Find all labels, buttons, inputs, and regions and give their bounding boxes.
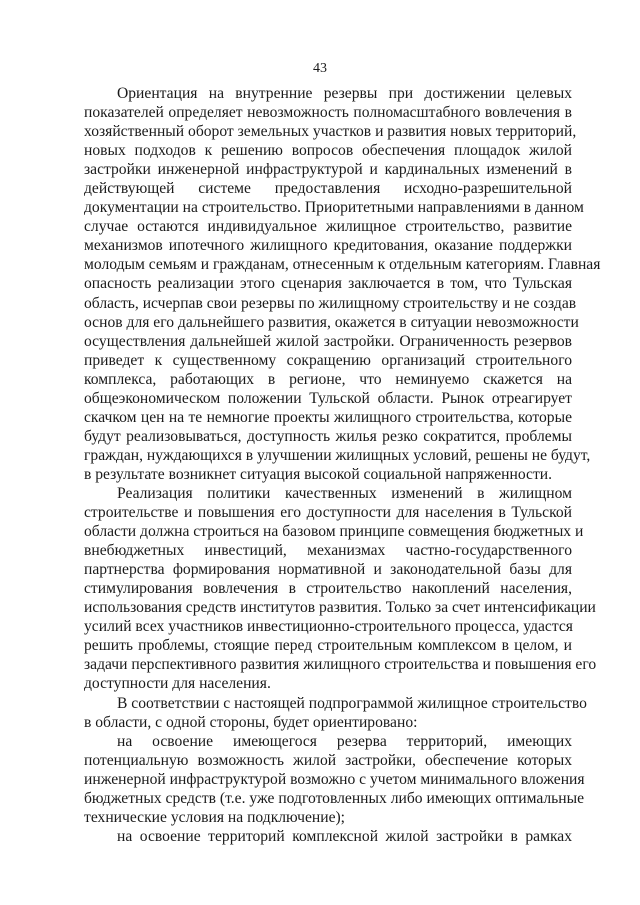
text-line: документации на строительство. Приоритетными направлениями в данном — [84, 199, 584, 217]
paragraph-2 — [84, 484, 597, 694]
text-line: в результате возникнет ситуация высокой социальной напряженности. — [84, 465, 553, 483]
text-line: стимулирования вовлечения в строительство накоплений населения, — [84, 580, 572, 598]
text-line: В соответствии с настоящей подпрограммой жилищное строительство — [117, 694, 587, 712]
text-line: новых подходов к решению вопросов обеспечения площадок жилой — [84, 142, 572, 160]
body-text — [84, 84, 601, 846]
text-line: решить проблемы, стоящие перед строительным комплексом в целом, и — [84, 637, 572, 655]
text-line: приведет к существенному сокращению организаций строительного — [84, 351, 572, 369]
text-line: на освоение территорий комплексной жилой застройки в рамках — [117, 827, 572, 845]
text-line: комплекса, работающих в регионе, что неминуемо скажется на — [84, 370, 572, 388]
text-line: граждан, нуждающихся в улучшении жилищных условий, решены не будут, — [84, 446, 591, 464]
text-line: бюджетных средств (т.е. уже подготовленных либо имеющих оптимальные — [84, 789, 585, 807]
text-line: будут реализовываться, доступность жилья резко сократится, проблемы — [84, 427, 572, 445]
text-line: скачком цен на те немногие проекты жилищного строительства, которые — [84, 408, 572, 426]
text-line: область, исчерпав свои резервы по жилищному строительству и не создав — [84, 294, 577, 312]
text-line: усилий всех участников инвестиционно-строительного процесса, удастся — [84, 618, 573, 636]
paragraph-5 — [84, 827, 572, 846]
text-line: доступности для населения. — [84, 675, 271, 693]
text-line: молодым семьям и гражданам, отнесенным к отдельным категориям. Главная — [84, 256, 601, 274]
text-line: Ориентация на внутренние резервы при достижении целевых — [117, 85, 572, 102]
text-line: строительстве и повышения его доступности для населения в Тульской — [84, 504, 572, 522]
text-line: показателей определяет невозможность полномасштабного вовлечения в — [84, 104, 572, 122]
text-line: случае остаются индивидуальное жилищное строительство, развитие — [84, 218, 572, 236]
page-number: 43 — [313, 61, 327, 76]
text-line: основ для его дальнейшего развития, окажется в ситуации невозможности — [84, 313, 579, 331]
text-line: хозяйственный оборот земельных участков и развития новых территорий, — [84, 123, 577, 141]
text-line: задачи перспективного развития жилищного строительства и повышения его — [84, 656, 597, 674]
text-line: партнерства формирования нормативной и законодательной базы для — [84, 561, 572, 579]
text-line: действующей системе предоставления исходно-разрешительной — [84, 180, 572, 198]
text-line: области должна строиться на базовом принципе совмещения бюджетных и — [84, 523, 584, 541]
text-line: потенциальную возможность жилой застройки, обеспечение которых — [84, 751, 572, 769]
paragraph-4 — [84, 732, 585, 827]
text-line: застройки инженерной инфраструктурой и кардинальных изменений в — [84, 161, 572, 179]
text-line: использования средств институтов развития. Только за счет интенсификации — [84, 599, 596, 617]
text-line: Реализация политики качественных изменений в жилищном — [117, 484, 572, 502]
text-line: общеэкономическом положении Тульской области. Рынок отреагирует — [84, 389, 572, 407]
paragraph-1 — [84, 84, 601, 484]
text-line: инженерной инфраструктурой возможно с учетом минимального вложения — [84, 770, 585, 788]
text-line: осуществления дальнейшей жилой застройки. Ограниченность резервов — [84, 332, 572, 350]
text-line: внебюджетных инвестиций, механизмах частно-государственного — [84, 542, 572, 560]
text-line: в области, с одной стороны, будет ориентировано: — [84, 713, 418, 731]
text-line: технические условия на подключение); — [84, 808, 346, 826]
paragraph-3 — [84, 694, 587, 732]
text-line: опасность реализации этого сценария заключается в том, что Тульская — [84, 275, 572, 293]
text-line: механизмов ипотечного жилищного кредитования, оказание поддержки — [84, 237, 572, 255]
text-line: на освоение имеющегося резерва территорий, имеющих — [117, 732, 572, 750]
